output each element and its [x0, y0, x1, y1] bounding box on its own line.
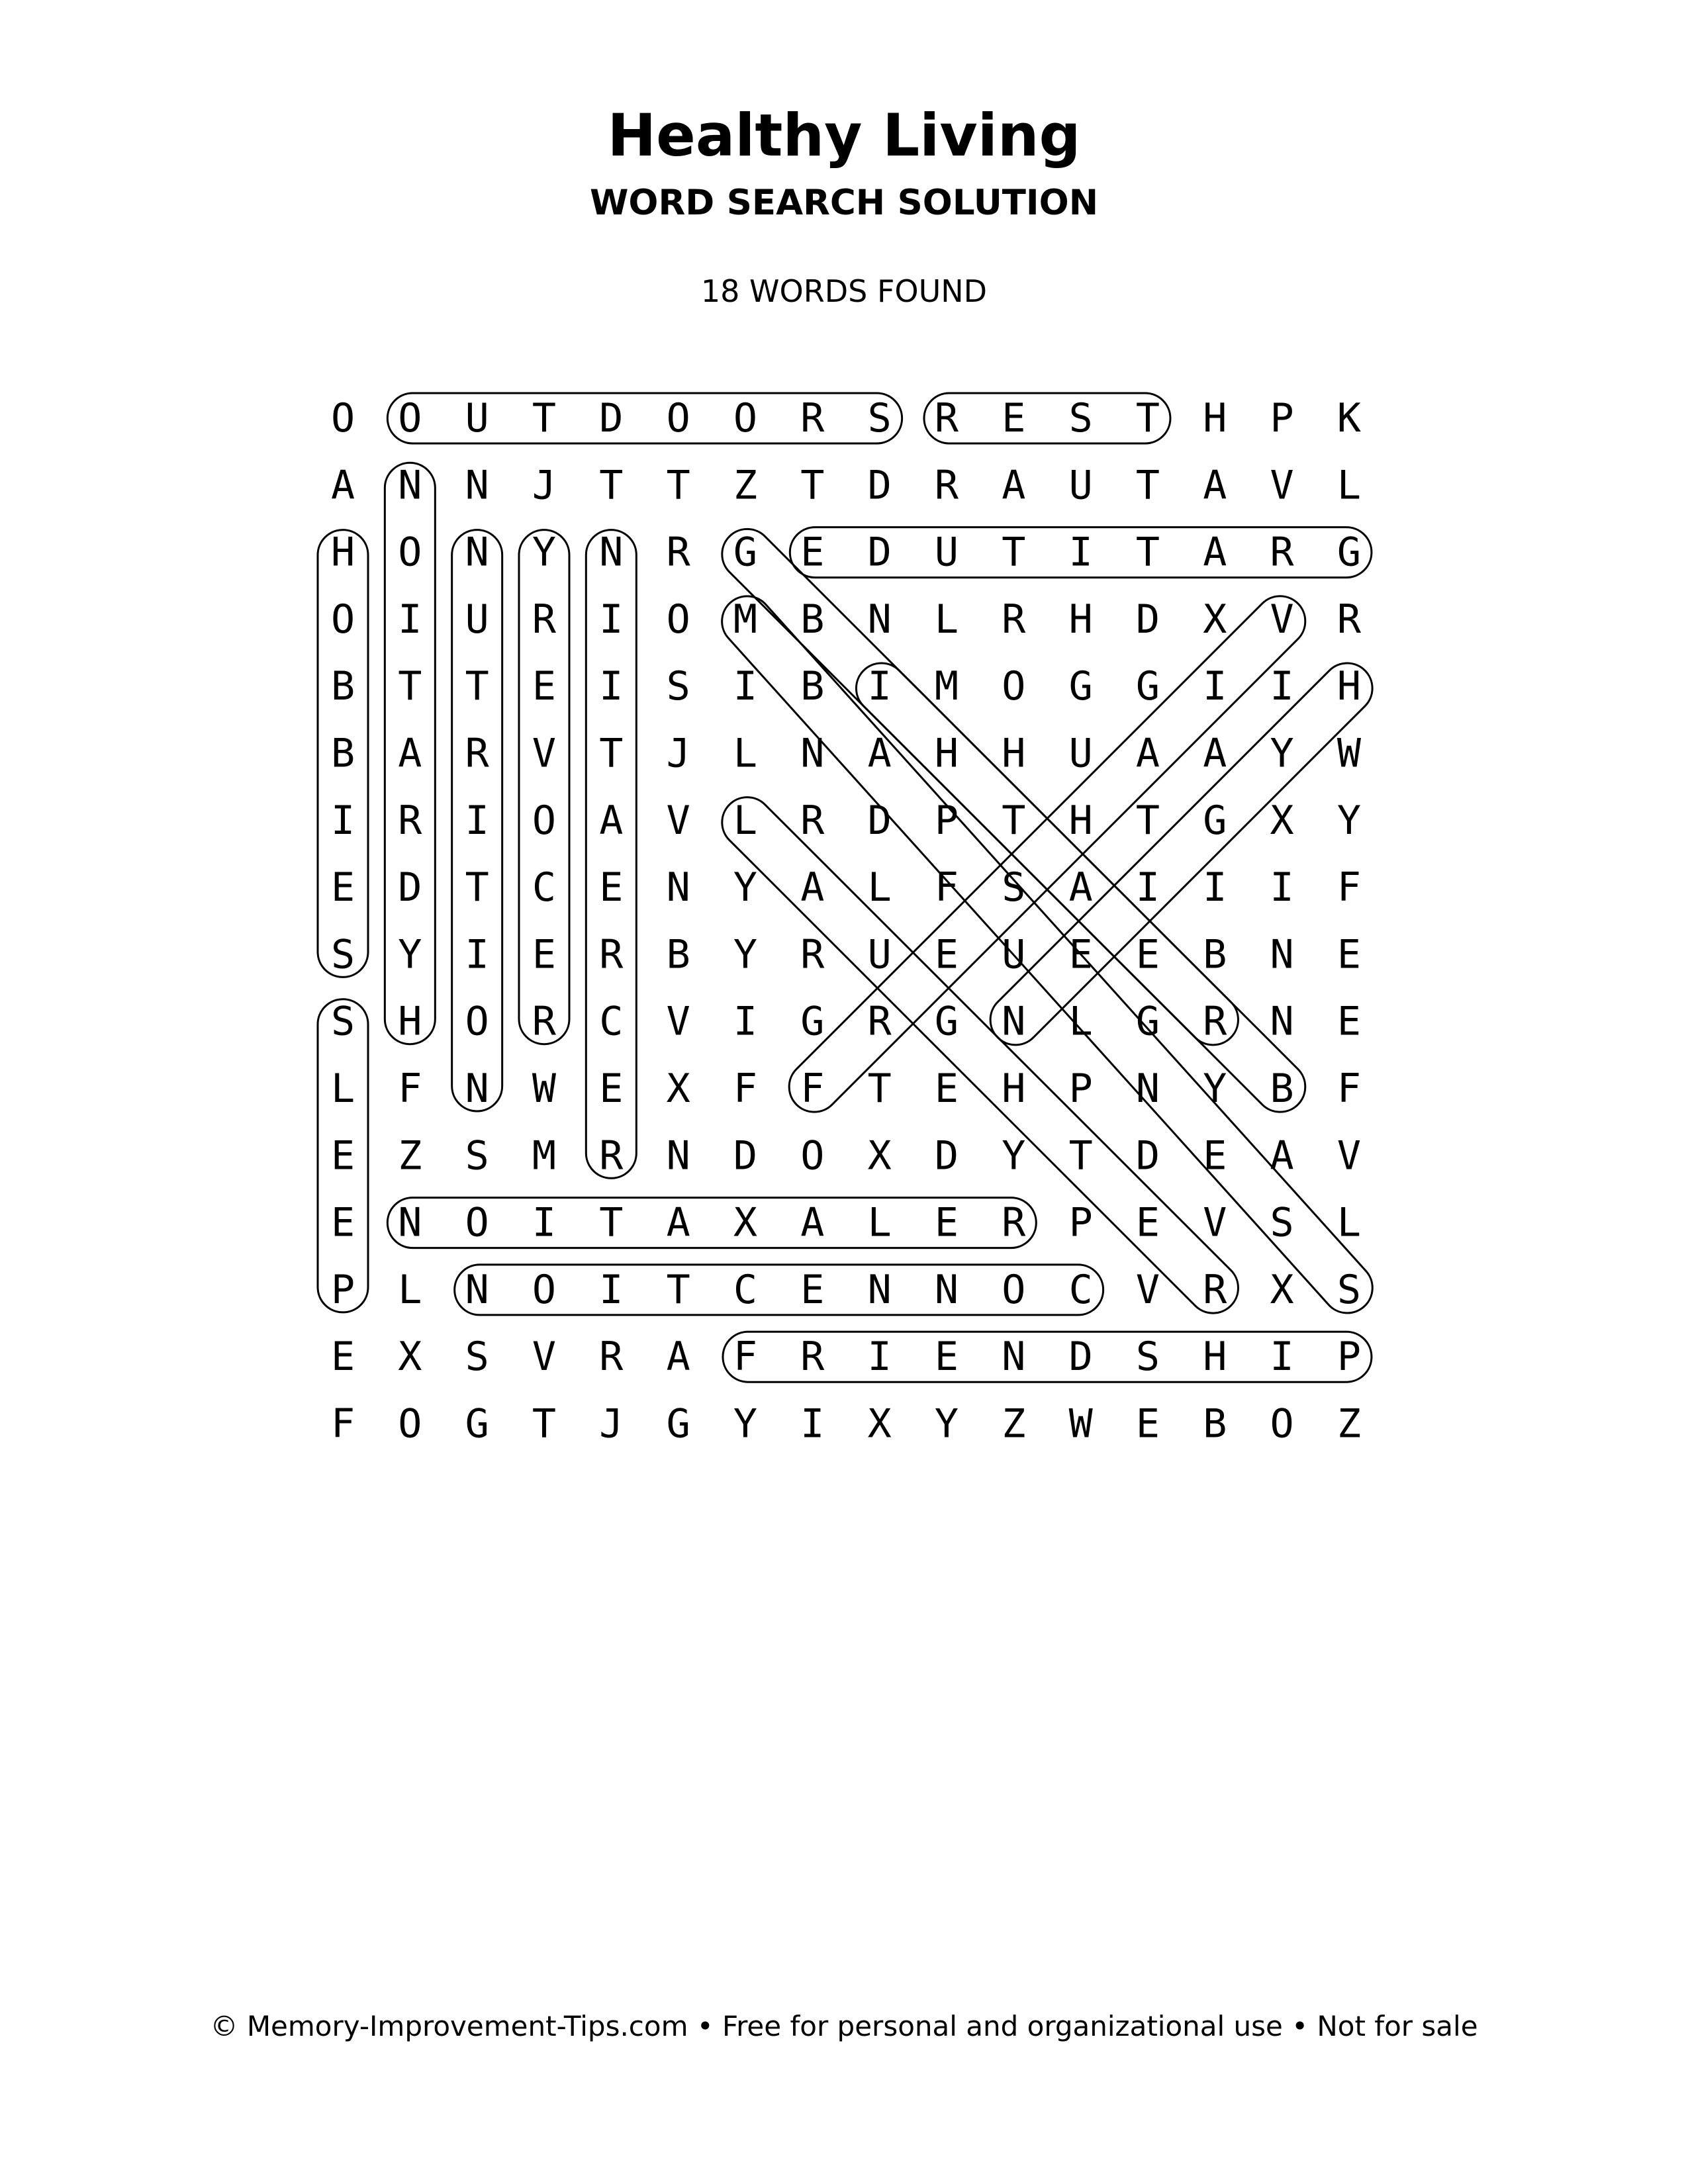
- grid-letter: N: [465, 1066, 489, 1112]
- grid-letter: R: [398, 797, 422, 844]
- grid-letter: Z: [398, 1132, 422, 1179]
- grid-letter: X: [398, 1334, 422, 1381]
- grid-letter: E: [532, 931, 557, 978]
- grid-letter: O: [1002, 1266, 1026, 1313]
- grid-letter: A: [1203, 730, 1227, 777]
- grid-letter: R: [800, 1334, 825, 1381]
- grid-letter: E: [934, 931, 959, 978]
- grid-letter: R: [599, 931, 624, 978]
- grid-letter: A: [1068, 864, 1093, 911]
- grid-letter: T: [465, 864, 489, 911]
- grid-letter: A: [867, 730, 892, 777]
- grid-letter: C: [1068, 1266, 1093, 1313]
- grid-letter: I: [1270, 864, 1294, 911]
- grid-letter: I: [1135, 864, 1160, 911]
- grid-letter: U: [934, 529, 959, 576]
- grid-letter: S: [465, 1132, 489, 1179]
- grid-letter: O: [532, 1266, 557, 1313]
- grid-letter: T: [1135, 797, 1160, 844]
- grid-letter: I: [1270, 663, 1294, 710]
- grid-letter: E: [1135, 1199, 1160, 1246]
- grid-letter: G: [733, 529, 758, 576]
- grid-letter: O: [532, 797, 557, 844]
- grid-letter: F: [1336, 864, 1362, 911]
- grid-letter: A: [398, 730, 422, 777]
- grid-letter: J: [532, 462, 557, 509]
- grid-letter: O: [733, 395, 758, 441]
- grid-letter: R: [800, 797, 825, 844]
- grid-letter: M: [532, 1132, 557, 1179]
- grid-letter: N: [465, 462, 489, 509]
- grid-letter: T: [599, 730, 624, 777]
- grid-letter: N: [1270, 998, 1294, 1045]
- grid-letter: N: [867, 1266, 892, 1313]
- grid-letter: Y: [1002, 1132, 1026, 1179]
- solution-oval: [712, 787, 1248, 1324]
- grid-letter: F: [800, 1066, 825, 1112]
- grid-letter: L: [1336, 1199, 1362, 1246]
- grid-letter: E: [330, 1199, 355, 1246]
- grid-letter: F: [733, 1066, 758, 1112]
- grid-letter: I: [1203, 864, 1227, 911]
- grid-letter: H: [934, 730, 959, 777]
- grid-letter: R: [532, 998, 557, 1045]
- grid-letter: I: [330, 797, 355, 844]
- grid-letter: U: [465, 596, 489, 643]
- grid-letter: T: [1135, 395, 1160, 441]
- grid-letter: Y: [733, 1400, 758, 1447]
- grid-letter: T: [398, 663, 422, 710]
- grid-letter: G: [934, 998, 959, 1045]
- grid-letter: E: [330, 864, 355, 911]
- grid-letter: T: [1068, 1132, 1093, 1179]
- grid-letter: S: [1336, 1266, 1362, 1313]
- grid-letter: H: [330, 529, 355, 576]
- grid-letter: V: [1135, 1266, 1160, 1313]
- grid-letter: X: [1203, 596, 1227, 643]
- grid-letter: F: [1336, 1066, 1362, 1112]
- grid-letter: H: [1336, 663, 1362, 710]
- grid-letter: I: [1068, 529, 1093, 576]
- grid-letter: B: [330, 730, 355, 777]
- grid-letter: J: [599, 1400, 624, 1447]
- grid-letter: P: [1068, 1199, 1093, 1246]
- solution-oval: [980, 653, 1382, 1055]
- grid-letter: E: [1135, 1400, 1160, 1447]
- grid-letter: B: [1203, 931, 1227, 978]
- grid-letter: G: [465, 1400, 489, 1447]
- grid-letter: O: [1270, 1400, 1294, 1447]
- grid-letter: A: [800, 1199, 825, 1246]
- grid-letter: O: [330, 395, 355, 441]
- grid-letter: E: [1336, 931, 1362, 978]
- grid-letter: R: [934, 462, 959, 509]
- grid-letter: L: [867, 1199, 892, 1246]
- grid-letter: R: [532, 596, 557, 643]
- grid-letter: L: [1068, 998, 1093, 1045]
- grid-letter: E: [330, 1132, 355, 1179]
- grid-letter: G: [800, 998, 825, 1045]
- grid-letter: S: [1270, 1199, 1294, 1246]
- grid-letter: T: [666, 1266, 690, 1313]
- grid-letter: Y: [1203, 1066, 1227, 1112]
- grid-letter: G: [1068, 663, 1093, 710]
- grid-letter: O: [398, 529, 422, 576]
- grid-letter: A: [1270, 1132, 1294, 1179]
- grid-letter: N: [599, 529, 624, 576]
- grid-letter: O: [398, 1400, 422, 1447]
- grid-letter: R: [934, 395, 959, 441]
- grid-letter: V: [532, 730, 557, 777]
- grid-letter: P: [330, 1266, 355, 1313]
- grid-letter: F: [934, 864, 959, 911]
- grid-letter: Y: [1336, 797, 1362, 844]
- grid-letter: S: [1135, 1334, 1160, 1381]
- grid-letter: C: [733, 1266, 758, 1313]
- grid-letter: T: [800, 462, 825, 509]
- grid-letter: F: [330, 1400, 355, 1447]
- grid-letter: R: [1203, 998, 1227, 1045]
- grid-letter: A: [1002, 462, 1026, 509]
- grid-letter: V: [1336, 1132, 1362, 1179]
- grid-letter: X: [1270, 1266, 1294, 1313]
- grid-letter: E: [1203, 1132, 1227, 1179]
- grid-letter: R: [666, 529, 690, 576]
- grid-letter: I: [867, 663, 892, 710]
- grid-letter: E: [934, 1066, 959, 1112]
- grid-letter: D: [398, 864, 422, 911]
- grid-letter: D: [1068, 1334, 1093, 1381]
- grid-letter: O: [465, 1199, 489, 1246]
- grid-letter: V: [666, 998, 690, 1045]
- grid-letter: N: [800, 730, 825, 777]
- grid-letter: S: [465, 1334, 489, 1381]
- grid-letter: A: [800, 864, 825, 911]
- grid-letter: Z: [733, 462, 758, 509]
- grid-letter: Y: [1270, 730, 1294, 777]
- grid-letter: T: [1135, 462, 1160, 509]
- grid-letter: G: [1203, 797, 1227, 844]
- grid-letter: V: [1203, 1199, 1227, 1246]
- grid-letter: I: [733, 998, 758, 1045]
- grid-letter: T: [1002, 529, 1026, 576]
- grid-letter: V: [1270, 462, 1294, 509]
- grid-letter: X: [867, 1400, 892, 1447]
- grid-letter: T: [532, 1400, 557, 1447]
- grid-letter: E: [1068, 931, 1093, 978]
- grid-letter: W: [1068, 1400, 1093, 1447]
- grid-letter: B: [1270, 1066, 1294, 1112]
- grid-letter: N: [666, 1132, 690, 1179]
- grid-letter: H: [398, 998, 422, 1045]
- grid-letter: D: [867, 529, 892, 576]
- grid-letter: T: [666, 462, 690, 509]
- grid-letter: Z: [1336, 1400, 1362, 1447]
- grid-letter: T: [867, 1066, 892, 1112]
- grid-letter: A: [599, 797, 624, 844]
- grid-letter: N: [867, 596, 892, 643]
- grid-letter: I: [867, 1334, 892, 1381]
- grid-letter: R: [1002, 1199, 1026, 1246]
- grid-letter: N: [1002, 1334, 1026, 1381]
- grid-letter: U: [867, 931, 892, 978]
- grid-letter: E: [599, 1066, 624, 1112]
- grid-letter: U: [1068, 730, 1093, 777]
- grid-letter: E: [800, 529, 825, 576]
- grid-letter: R: [599, 1132, 624, 1179]
- grid-letter: Y: [733, 864, 758, 911]
- grid-letter: N: [398, 462, 422, 509]
- grid-letter: L: [733, 797, 758, 844]
- grid-letter: H: [1203, 1334, 1227, 1381]
- grid-letter: D: [1135, 1132, 1160, 1179]
- grid-letter: R: [465, 730, 489, 777]
- grid-letter: A: [1203, 529, 1227, 576]
- grid-letter: I: [532, 1199, 557, 1246]
- grid-letter: B: [800, 663, 825, 710]
- grid-letter: X: [867, 1132, 892, 1179]
- grid-letter: I: [599, 1266, 624, 1313]
- grid-letter: B: [330, 663, 355, 710]
- grid-letter: Y: [532, 529, 557, 576]
- grid-letter: R: [1002, 596, 1026, 643]
- grid-letter: G: [1336, 529, 1362, 576]
- grid-letter: Y: [733, 931, 758, 978]
- grid-letter: O: [666, 596, 690, 643]
- grid-letters: [331, 395, 1362, 1447]
- grid-letter: R: [867, 998, 892, 1045]
- grid-letter: A: [1203, 462, 1227, 509]
- grid-letter: V: [1270, 596, 1294, 643]
- grid-letter: G: [1135, 663, 1160, 710]
- grid-letter: N: [1135, 1066, 1160, 1112]
- grid-letter: A: [1135, 730, 1160, 777]
- grid-letter: B: [1203, 1400, 1227, 1447]
- copyright-footer: © Memory-Improvement-Tips.com • Free for personal and organizational use • Not for sale: [210, 2010, 1478, 2042]
- grid-letter: W: [1336, 730, 1362, 777]
- grid-letter: S: [867, 395, 892, 441]
- grid-letter: N: [666, 864, 690, 911]
- grid-letter: S: [330, 931, 355, 978]
- grid-letter: O: [465, 998, 489, 1045]
- grid-letter: N: [1002, 998, 1026, 1045]
- grid-letter: I: [1270, 1334, 1294, 1381]
- grid-letter: E: [934, 1199, 959, 1246]
- solution-oval: [778, 586, 1315, 1122]
- grid-letter: T: [599, 462, 624, 509]
- grid-letter: N: [398, 1199, 422, 1246]
- grid-letter: I: [1203, 663, 1227, 710]
- grid-letter: O: [330, 596, 355, 643]
- grid-letter: S: [1002, 864, 1026, 911]
- grid-letter: H: [1002, 730, 1026, 777]
- grid-letter: G: [666, 1400, 690, 1447]
- grid-letter: R: [599, 1334, 624, 1381]
- grid-letter: R: [800, 931, 825, 978]
- grid-letter: Y: [934, 1400, 959, 1447]
- grid-letter: M: [934, 663, 959, 710]
- grid-letter: N: [465, 529, 489, 576]
- grid-letter: E: [599, 864, 624, 911]
- grid-letter: D: [867, 797, 892, 844]
- grid-letter: Z: [1002, 1400, 1026, 1447]
- grid-letter: S: [1068, 395, 1093, 441]
- grid-letter: E: [800, 1266, 825, 1313]
- grid-letter: E: [1135, 931, 1160, 978]
- grid-letter: I: [465, 931, 489, 978]
- grid-letter: T: [465, 663, 489, 710]
- grid-letter: M: [733, 596, 758, 643]
- grid-letter: V: [666, 797, 690, 844]
- solution-oval: [712, 519, 1248, 1056]
- grid-letter: L: [867, 864, 892, 911]
- grid-letter: B: [800, 596, 825, 643]
- grid-letter: H: [1068, 797, 1093, 844]
- grid-letter: C: [532, 864, 557, 911]
- grid-letter: L: [733, 730, 758, 777]
- grid-letter: P: [1270, 395, 1294, 441]
- grid-letter: X: [733, 1199, 758, 1246]
- grid-letter: U: [1002, 931, 1026, 978]
- page-subtitle: WORD SEARCH SOLUTION: [589, 183, 1099, 223]
- grid-letter: X: [1270, 797, 1294, 844]
- grid-letter: O: [1002, 663, 1026, 710]
- grid-letter: D: [867, 462, 892, 509]
- grid-letter: D: [599, 395, 624, 441]
- grid-letter: U: [465, 395, 489, 441]
- grid-letter: H: [1002, 1066, 1026, 1112]
- grid-letter: T: [1135, 529, 1160, 576]
- grid-letter: Y: [398, 931, 422, 978]
- page-title: Healthy Living: [607, 101, 1081, 169]
- grid-letter: L: [934, 596, 959, 643]
- grid-letter: I: [800, 1400, 825, 1447]
- grid-letter: D: [1135, 596, 1160, 643]
- grid-letter: E: [532, 663, 557, 710]
- grid-letter: D: [934, 1132, 959, 1179]
- grid-letter: O: [666, 395, 690, 441]
- grid-letter: K: [1336, 395, 1362, 441]
- grid-letter: N: [1270, 931, 1294, 978]
- grid-letter: E: [1002, 395, 1026, 441]
- grid-letter: N: [934, 1266, 959, 1313]
- words-found-count: 18 WORDS FOUND: [700, 273, 988, 309]
- grid-letter: V: [532, 1334, 557, 1381]
- grid-letter: O: [800, 1132, 825, 1179]
- grid-letter: R: [1270, 529, 1294, 576]
- grid-letter: F: [398, 1066, 422, 1112]
- grid-letter: P: [1068, 1066, 1093, 1112]
- grid-letter: S: [666, 663, 690, 710]
- solution-oval: [924, 393, 1170, 443]
- grid-letter: T: [532, 395, 557, 441]
- grid-letter: L: [1336, 462, 1362, 509]
- grid-letter: R: [1336, 596, 1362, 643]
- grid-letter: P: [934, 797, 959, 844]
- grid-letter: E: [1336, 998, 1362, 1045]
- grid-letter: J: [666, 730, 690, 777]
- grid-letter: R: [1203, 1266, 1227, 1313]
- grid-letter: O: [398, 395, 422, 441]
- grid-letter: A: [330, 462, 355, 509]
- grid-letter: H: [1203, 395, 1227, 441]
- grid-letter: T: [599, 1199, 624, 1246]
- grid-letter: S: [330, 998, 355, 1045]
- grid-letter: W: [532, 1066, 557, 1112]
- grid-letter: T: [1002, 797, 1026, 844]
- grid-letter: U: [1068, 462, 1093, 509]
- grid-letter: B: [666, 931, 690, 978]
- grid-letter: I: [398, 596, 422, 643]
- grid-letter: L: [398, 1266, 422, 1313]
- grid-letter: R: [800, 395, 825, 441]
- grid-letter: L: [330, 1066, 355, 1112]
- grid-letter: E: [934, 1334, 959, 1381]
- grid-letter: D: [733, 1132, 758, 1179]
- grid-letter: A: [666, 1199, 690, 1246]
- grid-letter: G: [1135, 998, 1160, 1045]
- grid-letter: E: [330, 1334, 355, 1381]
- grid-letter: X: [666, 1066, 690, 1112]
- grid-letter: N: [465, 1266, 489, 1313]
- grid-letter: I: [599, 663, 624, 710]
- grid-letter: I: [733, 663, 758, 710]
- grid-letter: C: [599, 998, 624, 1045]
- grid-letter: I: [599, 596, 624, 643]
- grid-letter: I: [465, 797, 489, 844]
- grid-letter: H: [1068, 596, 1093, 643]
- grid-letter: P: [1336, 1334, 1362, 1381]
- grid-letter: F: [733, 1334, 758, 1381]
- grid-letter: A: [666, 1334, 690, 1381]
